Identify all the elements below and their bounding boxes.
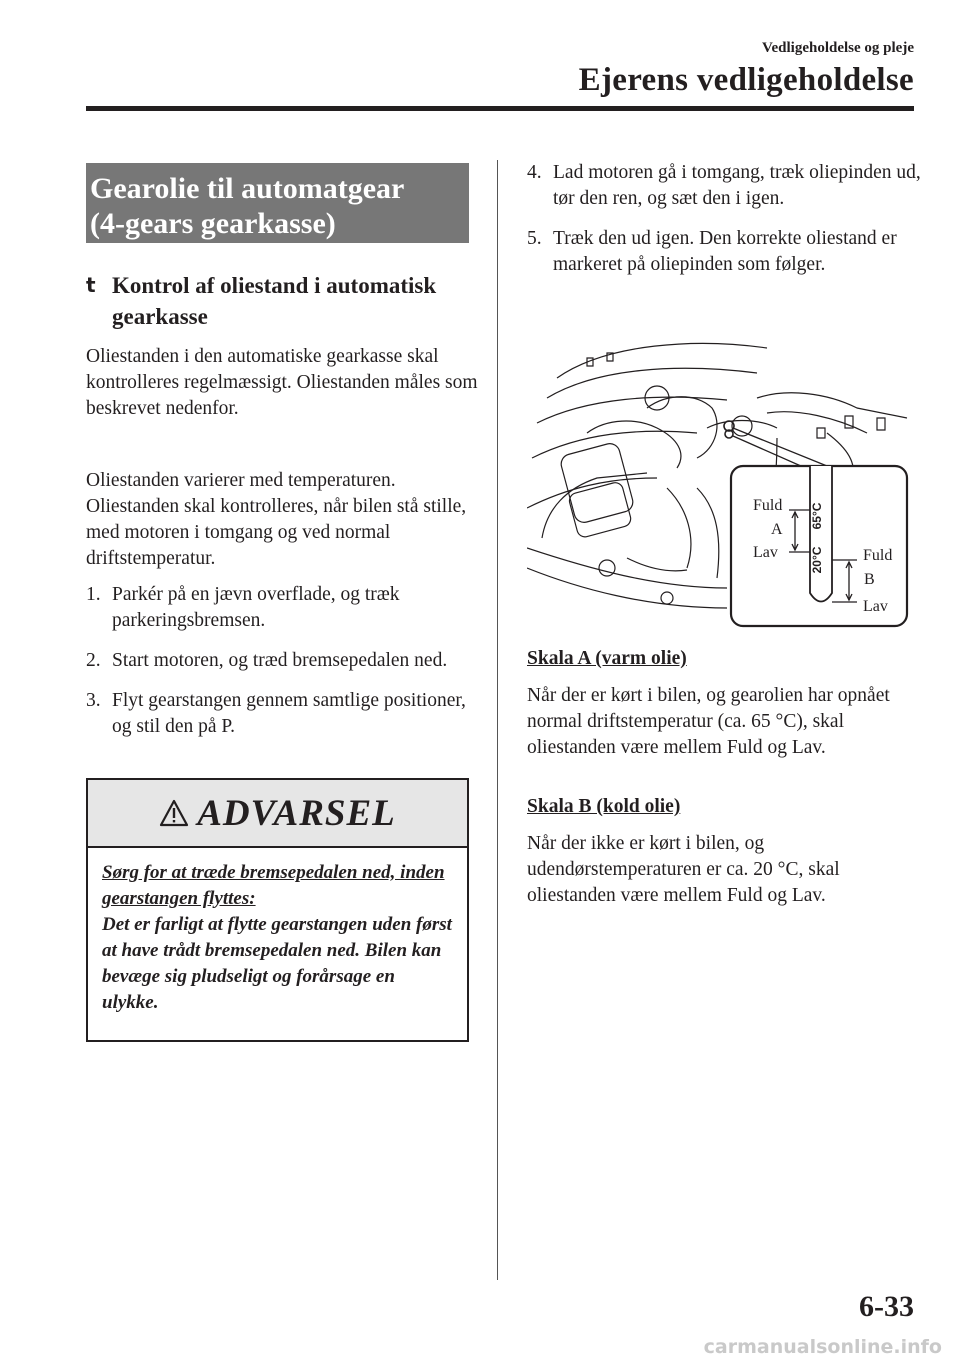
list-item: 5. Træk den ud igen. Den korrekte oliestand er markeret på oliepinden som følger.: [527, 228, 897, 275]
list-item: 3. Flyt gearstangen gennem samtlige positioner, og stil den på P.: [86, 690, 466, 737]
scale-b-text: Når der ikke er kørt i bilen, og udendørstemperaturen er ca. 20 °C, skal oliestanden være mellem Fuld og Lav.: [527, 833, 840, 906]
subheading-text: Kontrol af oliestand i automatisk gearkasse: [112, 273, 437, 329]
intro-paragraph-1: Oliestanden i den automatiske gearkasse skal kontrolleres regelmæssigt. Oliestanden måles som beskrevet nedenfor.: [86, 346, 478, 419]
section-title: [86, 163, 469, 243]
warning-triangle-icon: [159, 798, 189, 828]
bullet-icon: t: [86, 273, 96, 297]
column-divider: [497, 160, 498, 1280]
intro-paragraph-2: Oliestanden varierer med temperaturen. Oliestanden skal kontrolleres, når bilen stå stille, med motoren i tomgang og ved normal driftstemperatur.: [86, 470, 467, 569]
label-a: A: [771, 521, 783, 538]
list-item: 1. Parkér på en jævn overflade, og træk parkeringsbremsen.: [86, 584, 400, 631]
leader-line: [733, 428, 827, 466]
section-header: Ejerens vedligeholdelse: [578, 62, 914, 98]
temp-hot-label: 65°C: [810, 502, 824, 530]
label-b: B: [864, 571, 875, 588]
temp-cold-label: 20°C: [810, 546, 824, 574]
scale-b-title: Skala B (kold olie): [527, 796, 681, 817]
warning-body: [88, 848, 467, 1016]
page-number: 6-33: [859, 1290, 914, 1323]
scale-a-text: Når der er kørt i bilen, og gearolien har opnået normal driftstemperatur (ca. 65 °C), skal oliestanden være mellem Fuld og Lav.: [527, 685, 890, 758]
header-rule: [86, 106, 914, 111]
warning-lead: Sørg for at træde bremsepedalen ned, inden gearstangen flyttes:: [102, 862, 445, 909]
label-fuld-b: Fuld: [863, 547, 893, 564]
engine-dipstick-illustration: [527, 338, 915, 630]
list-item: 2. Start motoren, og træd bremsepedalen ned.: [86, 650, 448, 671]
label-lav-a: Lav: [753, 544, 778, 561]
label-fuld-a: Fuld: [753, 497, 783, 514]
list-item: 4. Lad motoren gå i tomgang, træk oliepinden ud, tør den ren, og sæt den i igen.: [527, 162, 921, 209]
label-lav-b: Lav: [863, 598, 888, 615]
scale-a-title: Skala A (varm olie): [527, 648, 687, 669]
chapter-header: Vedligeholdelse og pleje: [762, 40, 914, 56]
steps-list-left: [86, 582, 486, 754]
warning-text: Det er farligt at flytte gearstangen uden først at have trådt bremsepedalen ned. Bilen kan bevæge sig pludseligt og forårsage en ulykke.: [102, 914, 452, 1013]
section-title-line1: Gearolie til automatgear: [90, 172, 405, 205]
warning-box: [86, 778, 469, 1042]
steps-list-right: [527, 160, 927, 292]
section-title-line2: (4-gears gearkasse): [90, 207, 336, 240]
subheading: [86, 270, 486, 332]
warning-title: ADVARSEL: [197, 792, 396, 834]
warning-header: [88, 780, 467, 848]
dipstick-blade: [810, 466, 832, 602]
dipstick-handle: [724, 421, 734, 438]
watermark: carmanualsonline.info: [703, 1336, 942, 1358]
